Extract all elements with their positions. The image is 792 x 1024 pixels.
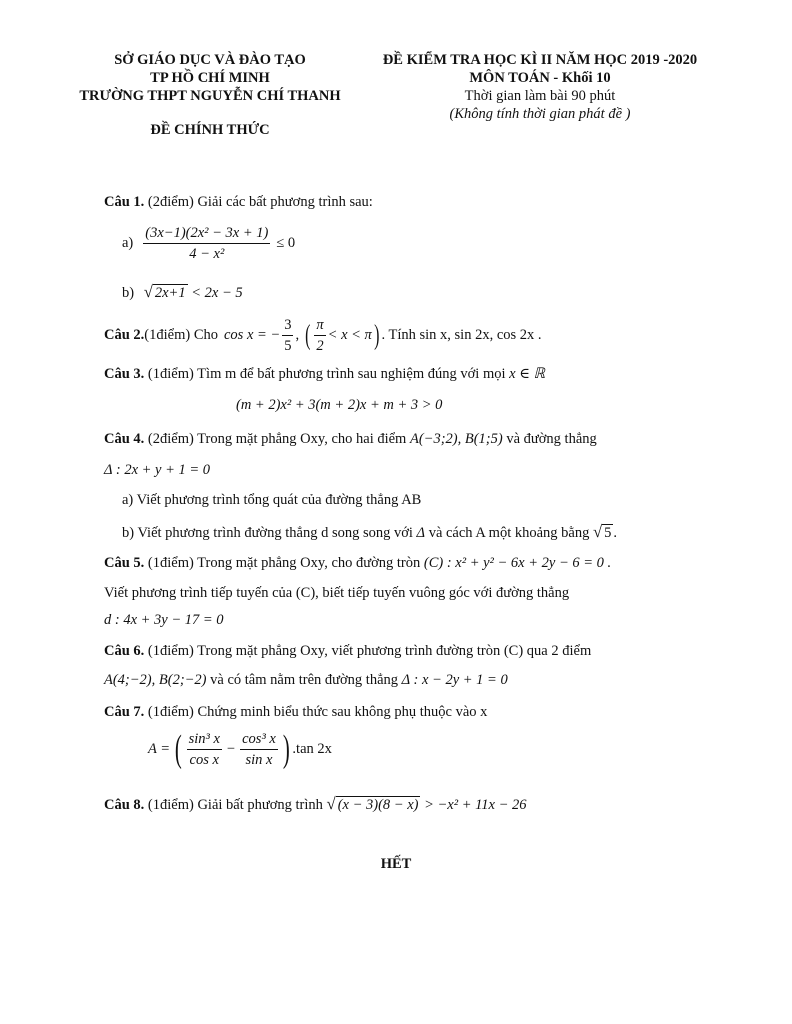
square-root: √ (x − 3)(8 − x) xyxy=(326,794,419,813)
delta-symbol: Δ xyxy=(416,525,426,541)
range: < x < π xyxy=(327,327,372,344)
question-label: Câu 6. xyxy=(104,643,145,659)
numerator: (3x−1)(2x² − 3x + 1) xyxy=(143,224,270,244)
question-7 xyxy=(104,704,487,721)
right-paren: ) xyxy=(282,727,290,770)
points: A(4;−2), B(2;−2) xyxy=(104,672,207,688)
relation: ≤ 0 xyxy=(276,235,296,252)
domain-set: x ∈ ℝ xyxy=(509,366,546,382)
end-marker: HẾT xyxy=(380,856,412,872)
question-text: (1điểm) Cho xyxy=(144,327,218,344)
question-tail: . Tính sin x, sin 2x, cos 2x . xyxy=(381,327,542,344)
header-school: TRƯỜNG THPT NGUYỄN CHÍ THANH xyxy=(79,88,341,104)
exam-title: ĐỀ KIỂM TRA HỌC KÌ II NĂM HỌC 2019 -2020 xyxy=(382,52,698,68)
radicand: 5 xyxy=(604,525,612,541)
question-text: (2điểm) Giải các bất phương trình sau: xyxy=(144,194,373,210)
points: A(−3;2), B(1;5) xyxy=(409,431,503,447)
numerator: sin³ x xyxy=(187,730,222,750)
radicand: (x − 3)(8 − x) xyxy=(337,797,419,813)
question-2: Câu 2. (1điểm) Cho cos x = − $\frac{3}{5}$ , ( $\frac{\pi}{2}$ < x < π ) . Tính sin x, sin 2x, cos 2x . xyxy=(104,317,542,355)
fraction xyxy=(282,316,293,355)
numerator: π xyxy=(314,316,325,336)
fraction xyxy=(314,316,325,355)
fraction xyxy=(143,224,270,263)
expr-cos: cos x = − xyxy=(224,327,281,344)
question-4-line: Δ : 2x + y + 1 = 0 xyxy=(104,462,211,478)
question-6 xyxy=(104,643,591,660)
question-1a xyxy=(122,224,295,263)
denominator: 4 − x² xyxy=(189,246,225,263)
question-label: Câu 2. xyxy=(104,327,145,344)
question-4 xyxy=(104,431,597,448)
exam-duration: Thời gian làm bài 90 phút xyxy=(464,88,616,104)
left-paren: ( xyxy=(304,319,311,352)
minus-sign: − xyxy=(226,741,236,758)
question-label: Câu 5. xyxy=(104,555,145,571)
fraction xyxy=(240,730,278,769)
question-text: (1điểm) Tìm m để bất phương trình sau nghiệm đúng với mọi xyxy=(144,366,506,382)
denominator: cos x xyxy=(189,752,219,769)
question-5 xyxy=(104,555,611,572)
inequality-rest: > −x² + 11x − 26 xyxy=(424,797,527,813)
question-3 xyxy=(104,366,545,383)
numerator: 3 xyxy=(282,316,293,336)
question-5-text-2: Viết phương trình tiếp tuyến của (C), biết tiếp tuyến vuông góc với đường thẳng xyxy=(104,585,570,601)
denominator: 5 xyxy=(284,338,292,355)
question-text-2: và có tâm nằm trên đường thẳng xyxy=(206,672,399,688)
period: . xyxy=(613,525,618,541)
part-label: a) xyxy=(122,235,134,252)
question-label: Câu 7. xyxy=(104,704,145,720)
exam-note: (Không tính thời gian phát đề ) xyxy=(449,106,631,122)
right-paren: ) xyxy=(373,319,380,352)
question-text: (1điểm) Trong mặt phẳng Oxy, cho đường tròn xyxy=(144,555,421,571)
part-text: b) Viết phương trình đường thẳng d song song với xyxy=(122,525,413,541)
denominator: sin x xyxy=(245,752,273,769)
header-department: SỞ GIÁO DỤC VÀ ĐÀO TẠO xyxy=(114,52,306,68)
circle-equation: (C) : x² + y² − 6x + 2y − 6 = 0 . xyxy=(423,555,612,571)
square-root: √ 2x+1 xyxy=(143,282,186,301)
lhs: A = xyxy=(148,741,171,758)
part-label: b) xyxy=(122,285,135,301)
left-paren: ( xyxy=(174,727,182,770)
question-7-formula xyxy=(148,727,332,770)
header-city: TP HỒ CHÍ MINH xyxy=(150,70,270,86)
denominator: 2 xyxy=(316,338,324,355)
question-4a: a) Viết phương trình tổng quát của đường thẳng AB xyxy=(122,492,422,508)
question-label: Câu 4. xyxy=(104,431,145,447)
exam-subject: MÔN TOÁN - Khối 10 xyxy=(469,70,611,86)
question-text: (1điểm) Giải bất phương trình xyxy=(144,797,323,813)
question-label: Câu 3. xyxy=(104,366,145,382)
question-1b xyxy=(122,282,243,302)
inequality-rest: < 2x − 5 xyxy=(191,285,243,301)
question-8 xyxy=(104,794,527,814)
numerator: cos³ x xyxy=(240,730,278,750)
question-4b xyxy=(122,522,617,542)
question-label: Câu 8. xyxy=(104,797,145,813)
question-text: (1điểm) Trong mặt phẳng Oxy, viết phương trình đường tròn (C) qua 2 điểm xyxy=(144,643,592,659)
question-text-2: và đường thẳng xyxy=(502,431,597,447)
header-official: ĐỀ CHÍNH THỨC xyxy=(150,122,270,138)
question-label: Câu 1. xyxy=(104,194,145,210)
part-text-2: và cách A một khoảng bằng xyxy=(425,525,590,541)
square-root: √ 5 xyxy=(592,522,612,541)
radicand: 2x+1 xyxy=(154,285,186,301)
question-6-line2 xyxy=(104,672,508,689)
question-5-line: d : 4x + 3y − 17 = 0 xyxy=(104,612,224,628)
question-text: (1điểm) Chứng minh biểu thức sau không phụ thuộc vào x xyxy=(144,704,488,720)
formula-tail: .tan 2x xyxy=(292,741,332,758)
question-3-formula: (m + 2)x² + 3(m + 2)x + m + 3 > 0 xyxy=(236,397,443,413)
line-equation: Δ : x − 2y + 1 = 0 xyxy=(401,672,508,688)
fraction xyxy=(187,730,222,769)
question-text: (2điểm) Trong mặt phẳng Oxy, cho hai điểm xyxy=(144,431,407,447)
question-1 xyxy=(104,194,373,211)
